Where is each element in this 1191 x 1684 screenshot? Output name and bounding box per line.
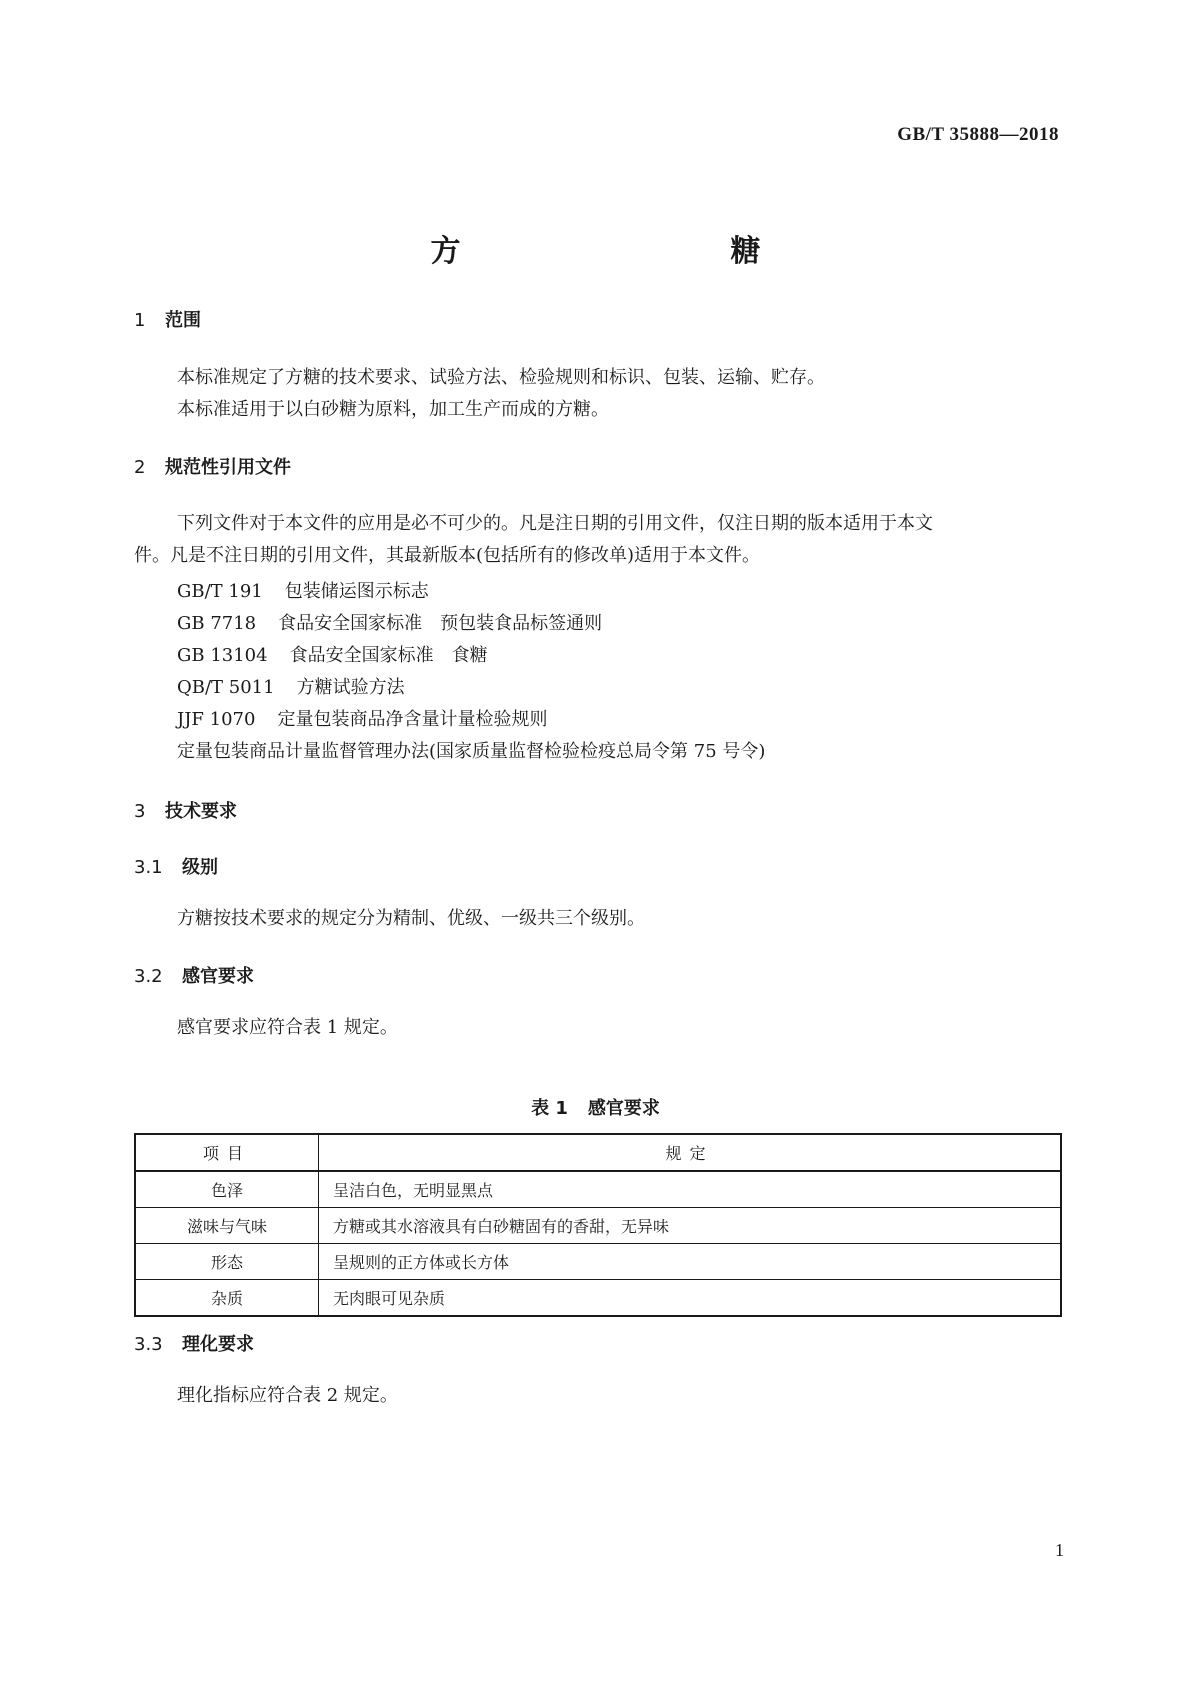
reference-title: 食品安全国家标准 食糖 xyxy=(289,645,488,666)
section-number: 3 xyxy=(134,801,146,822)
section-3-1-paragraph: 方糖按技术要求的规定分为精制、优级、一级共三个级别。 xyxy=(177,908,645,929)
item-cell: 色泽 xyxy=(135,1171,319,1208)
section-number: 3.1 xyxy=(134,857,163,878)
table-1-caption xyxy=(0,1094,1191,1120)
section-2-heading xyxy=(134,453,291,479)
table-header-row xyxy=(135,1134,1061,1171)
item-cell: 形态 xyxy=(135,1244,319,1280)
reference-code: GB/T 191 xyxy=(177,581,263,602)
column-header-requirement: 规定 xyxy=(319,1134,1062,1171)
section-title: 规范性引用文件 xyxy=(165,457,291,478)
table-row xyxy=(135,1244,1061,1280)
section-number: 3.2 xyxy=(134,966,163,987)
section-3-2-heading xyxy=(134,962,254,988)
requirement-cell: 呈洁白色，无明显黑点 xyxy=(319,1171,1062,1208)
table-row xyxy=(135,1171,1061,1208)
standard-code: GB/T 35888—2018 xyxy=(897,124,1059,145)
section-3-3-paragraph: 理化指标应符合表 2 规定。 xyxy=(177,1385,398,1406)
section-1-heading xyxy=(134,306,201,332)
section-2-intro-line-1: 下列文件对于本文件的应用是必不可少的。凡是注日期的引用文件，仅注日期的版本适用于本文 xyxy=(177,513,933,534)
document-title: 方 糖 xyxy=(430,234,881,269)
table-row xyxy=(135,1208,1061,1244)
table-caption-number: 表 1 xyxy=(531,1098,568,1119)
reference-item xyxy=(177,737,765,763)
item-cell: 滋味与气味 xyxy=(135,1208,319,1244)
reference-item xyxy=(177,641,488,667)
requirement-cell: 呈规则的正方体或长方体 xyxy=(319,1244,1062,1280)
item-cell: 杂质 xyxy=(135,1280,319,1317)
sensory-requirements-table xyxy=(134,1133,1062,1317)
reference-title: 定量包装商品净含量计量检验规则 xyxy=(277,709,548,730)
section-title: 范围 xyxy=(165,310,201,331)
column-header-item: 项目 xyxy=(135,1134,319,1171)
reference-title: 定量包装商品计量监督管理办法(国家质量监督检验检疫总局令第 75 号令) xyxy=(177,741,766,762)
reference-code: GB 13104 xyxy=(177,645,268,666)
section-title: 技术要求 xyxy=(165,801,237,822)
section-number: 2 xyxy=(134,457,146,478)
reference-item xyxy=(177,577,429,603)
reference-item xyxy=(177,609,602,635)
section-number: 1 xyxy=(134,310,146,331)
section-1-paragraph-2: 本标准适用于以白砂糖为原料，加工生产而成的方糖。 xyxy=(177,399,609,420)
section-title: 理化要求 xyxy=(182,1334,254,1355)
section-3-1-heading xyxy=(134,853,218,879)
section-2-intro-line-2: 件。凡是不注日期的引用文件，其最新版本(包括所有的修改单)适用于本文件。 xyxy=(134,545,761,566)
section-3-2-paragraph: 感官要求应符合表 1 规定。 xyxy=(177,1017,398,1038)
section-1-paragraph-1: 本标准规定了方糖的技术要求、试验方法、检验规则和标识、包装、运输、贮存。 xyxy=(177,367,825,388)
section-3-heading xyxy=(134,797,237,823)
section-3-3-heading xyxy=(134,1330,254,1356)
requirement-cell: 方糖或其水溶液具有白砂糖固有的香甜，无异味 xyxy=(319,1208,1062,1244)
reference-title: 包装储运图示标志 xyxy=(284,581,429,602)
reference-item xyxy=(177,673,405,699)
reference-title: 食品安全国家标准 预包装食品标签通则 xyxy=(278,613,603,634)
requirement-cell: 无肉眼可见杂质 xyxy=(319,1280,1062,1317)
reference-title: 方糖试验方法 xyxy=(296,677,405,698)
page-number: 1 xyxy=(1055,1540,1064,1560)
reference-code: GB 7718 xyxy=(177,613,257,634)
reference-code: QB/T 5011 xyxy=(177,677,275,698)
reference-code: JJF 1070 xyxy=(177,709,256,730)
section-title: 感官要求 xyxy=(182,966,254,987)
section-number: 3.3 xyxy=(134,1334,163,1355)
section-title: 级别 xyxy=(182,857,218,878)
table-row xyxy=(135,1280,1061,1317)
reference-item xyxy=(177,705,547,731)
table-caption-title: 感官要求 xyxy=(587,1098,660,1119)
